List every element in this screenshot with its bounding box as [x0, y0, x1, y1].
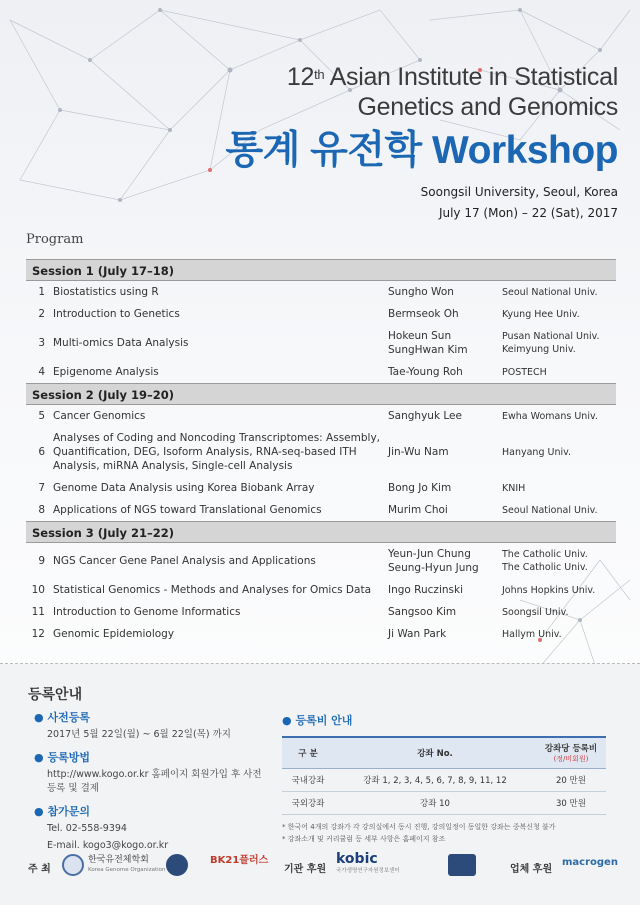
- contact-email: E-mail. kogo3@kogo.or.kr: [47, 840, 169, 851]
- session-header: Session 1 (July 17–18): [26, 259, 616, 281]
- lecture-number: 12: [31, 628, 45, 640]
- program-row: [26, 427, 616, 477]
- speaker-affiliation: POSTECH: [502, 366, 547, 378]
- fee-col-type: 구 분: [282, 737, 334, 769]
- fee-row: [282, 769, 606, 792]
- fee-title: ● 등록비 안내: [282, 714, 353, 727]
- kogo-emblem-icon: [62, 854, 84, 876]
- program-row: [26, 601, 616, 623]
- fee-col-lecture: 강좌 No.: [334, 737, 536, 769]
- lecture-number: 9: [38, 555, 45, 567]
- speaker-name: Yeun-Jun Chung Seung-Hyun Jung: [388, 548, 479, 574]
- lecture-title: Introduction to Genome Informatics: [53, 606, 241, 618]
- fee-amount: 20 만원: [536, 769, 606, 792]
- speaker-affiliation: Seoul National Univ.: [502, 286, 598, 298]
- lecture-number: 8: [38, 504, 45, 516]
- speaker-affiliation: Ewha Womans Univ.: [502, 410, 598, 422]
- session-header: Session 2 (July 19–20): [26, 383, 616, 405]
- speaker-name: Bermseok Oh: [388, 308, 459, 320]
- program-row: [26, 325, 616, 361]
- lecture-title: Epigenome Analysis: [53, 366, 159, 378]
- program-row: [26, 303, 616, 325]
- speaker-name: Ingo Ruczinski: [388, 584, 463, 596]
- lecture-number: 1: [38, 286, 45, 298]
- lecture-title: Genomic Epidemiology: [53, 628, 175, 640]
- speaker-affiliation: Hallym Univ.: [502, 628, 562, 640]
- registration-title: 등록안내: [28, 687, 83, 703]
- registration-info: [34, 710, 264, 853]
- fee-notes: [282, 821, 622, 845]
- pre-registration-heading: ● 사전등록: [34, 711, 90, 724]
- program-label: Program: [26, 232, 84, 247]
- registration-method-heading: ● 등록방법: [34, 751, 90, 764]
- lecture-number: 11: [31, 606, 45, 618]
- lecture-number: 10: [31, 584, 45, 596]
- fee-amount: 30 만원: [536, 792, 606, 815]
- program-row: [26, 499, 616, 521]
- program-row: [26, 361, 616, 383]
- program-row: [26, 623, 616, 645]
- contact-heading: ● 참가문의: [34, 805, 90, 818]
- lecture-number: 4: [38, 366, 45, 378]
- lecture-number: 2: [38, 308, 45, 320]
- workshop-title: 통계 유전학 Workshop: [225, 129, 618, 172]
- fee-note-1: * 한국어 4개의 강좌가 각 강의실에서 동시 진행, 강의일정이 동일한 강좌는 중복신청 불가: [282, 823, 556, 831]
- speaker-affiliation: Seoul National Univ.: [502, 504, 598, 516]
- fee-col-fee: 강좌당 등록비 (정/비회원): [536, 737, 606, 769]
- speaker-affiliation: Hanyang Univ.: [502, 446, 572, 458]
- dates-text: July 17 (Mon) – 22 (Sat), 2017: [438, 206, 618, 220]
- speaker-affiliation: KNIH: [502, 482, 526, 494]
- program-row: [26, 579, 616, 601]
- fee-note-2: * 강좌소개 및 커리큘럼 등 세부 사항은 홈페이지 참조: [282, 835, 446, 843]
- speaker-affiliation: Pusan National Univ. Keimyung Univ.: [502, 331, 600, 355]
- poster-header: [226, 62, 619, 222]
- speaker-affiliation: The Catholic Univ. The Catholic Univ.: [502, 549, 588, 573]
- lecture-number: 5: [38, 410, 45, 422]
- fee-type: 국내강좌: [282, 769, 334, 792]
- institute-emblem-logo: [448, 854, 476, 876]
- program-row: [26, 281, 616, 303]
- speaker-name: Ji Wan Park: [388, 628, 447, 640]
- institute-emblem-icon: [448, 854, 476, 876]
- venue-text: Soongsil University, Seoul, Korea: [420, 185, 618, 199]
- lecture-number: 7: [38, 482, 45, 494]
- lecture-title: Statistical Genomics - Methods and Analyses for Omics Data: [53, 584, 372, 596]
- program-row: [26, 543, 616, 579]
- speaker-name: Tae-Young Roh: [388, 366, 463, 378]
- session-header: Session 3 (July 21–22): [26, 521, 616, 543]
- university-seal-icon: [166, 854, 188, 876]
- speaker-name: Hokeun Sun SungHwan Kim: [388, 330, 468, 356]
- fee-row: [282, 792, 606, 815]
- speaker-name: Sungho Won: [388, 286, 454, 298]
- program-row: [26, 405, 616, 427]
- speaker-affiliation: Kyung Hee Univ.: [502, 308, 580, 320]
- support-label: 기관 후원: [284, 864, 327, 875]
- speaker-affiliation: Soongsil Univ.: [502, 606, 569, 618]
- host-label: 주 최: [28, 864, 51, 875]
- speaker-affiliation: Johns Hopkins Univ.: [502, 584, 596, 596]
- fee-lectures: 강좌 1, 2, 3, 4, 5, 6, 7, 8, 9, 11, 12: [334, 769, 536, 792]
- speaker-name: Bong Jo Kim: [388, 482, 452, 494]
- university-emblem-logo: [166, 854, 188, 876]
- speaker-name: Jin-Wu Nam: [388, 446, 449, 458]
- bk21-logo: BK21플러스: [210, 855, 269, 866]
- speaker-name: Sangsoo Kim: [388, 606, 457, 618]
- macrogen-logo: macrogen: [562, 857, 618, 868]
- lecture-title: Biostatistics using R: [53, 286, 159, 298]
- lecture-title: NGS Cancer Gene Panel Analysis and Applications: [53, 555, 316, 567]
- program-table: [26, 259, 616, 645]
- speaker-name: Sanghyuk Lee: [388, 410, 462, 422]
- lecture-title: Analyses of Coding and Noncoding Transcriptomes: Assembly, Quantification, DEG, Isoform Analysis, RNA-seq-based ITH Analysis, miRNA Analysis, Single-cell Analysis: [53, 432, 380, 472]
- institute-title-line1: 12th Asian Institute in Statistical: [286, 63, 618, 91]
- institute-title-line2: Genetics and Genomics: [357, 93, 618, 121]
- lecture-title: Genome Data Analysis using Korea Biobank Array: [53, 482, 315, 494]
- fee-lectures: 강좌 10: [334, 792, 536, 815]
- lecture-title: Cancer Genomics: [53, 410, 146, 422]
- speaker-name: Murim Choi: [388, 504, 448, 516]
- lecture-title: Multi-omics Data Analysis: [53, 337, 189, 349]
- contact-tel: Tel. 02-558-9394: [47, 823, 127, 834]
- kogo-logo: 한국유전체학회 Korea Genome Organization: [62, 854, 166, 876]
- fee-info: [282, 712, 622, 845]
- fee-table: [282, 736, 606, 815]
- lecture-title: Applications of NGS toward Translational Genomics: [53, 504, 322, 516]
- lecture-title: Introduction to Genetics: [53, 308, 180, 320]
- lecture-number: 6: [38, 446, 45, 458]
- program-row: [26, 477, 616, 499]
- pre-registration-text: 2017년 5월 22일(월) ~ 6월 22일(목) 까지: [47, 729, 231, 740]
- sponsor-label: 업체 후원: [510, 864, 553, 875]
- sponsor-footer: [0, 848, 640, 892]
- fee-type: 국외강좌: [282, 792, 334, 815]
- lecture-number: 3: [38, 337, 45, 349]
- kobic-logo: kobic 국가생명연구자원정보센터: [336, 851, 400, 874]
- registration-method-text: http://www.kogo.or.kr 홈페이지 회원가입 후 사전등록 및 결제: [47, 769, 262, 794]
